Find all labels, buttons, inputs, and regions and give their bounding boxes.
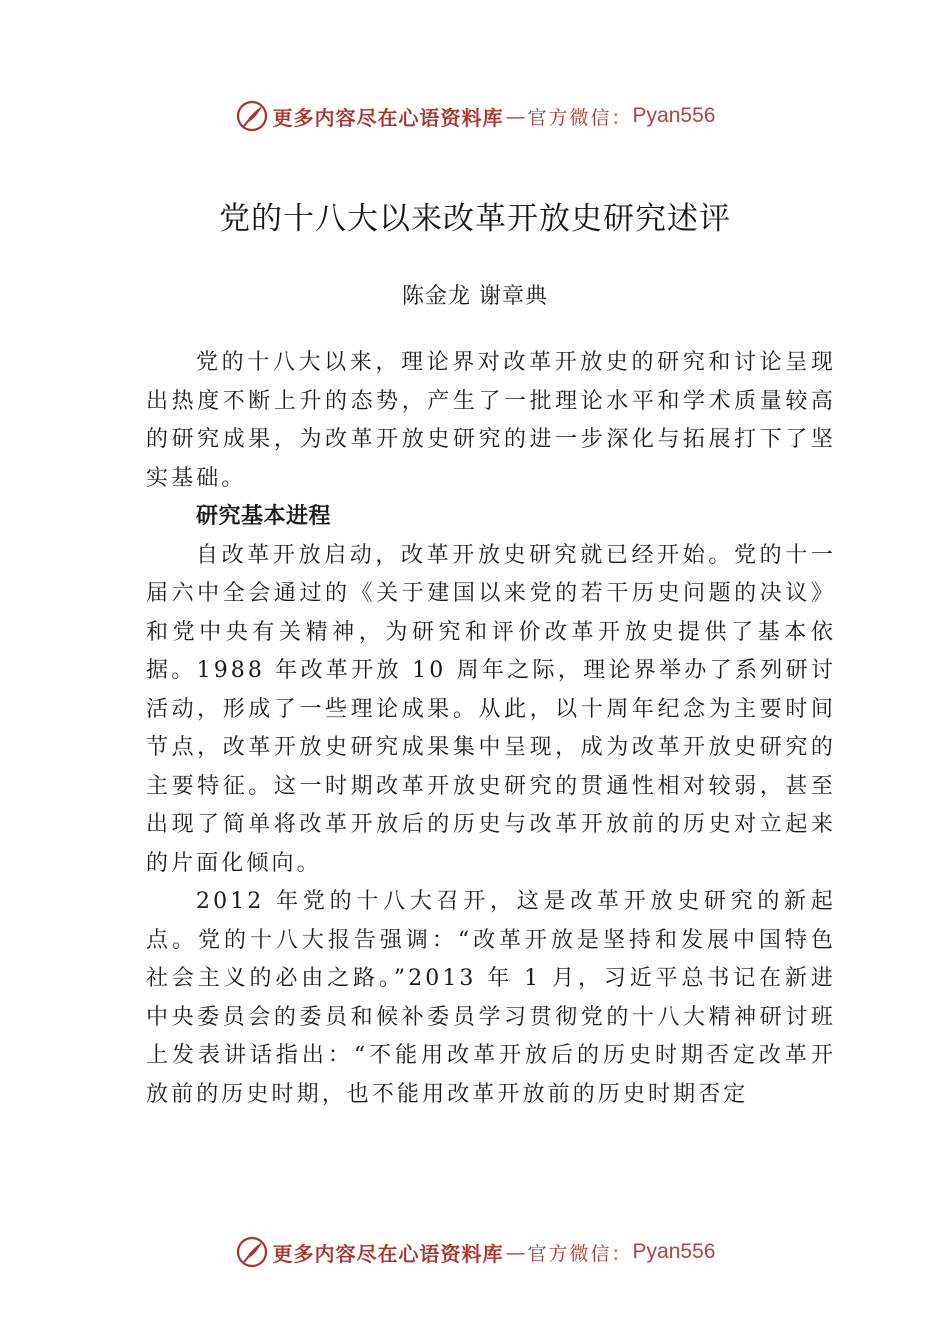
banner-wechat-id: Pyan556 bbox=[632, 1240, 716, 1263]
banner-brand-text: 更多内容尽在心语资料库 bbox=[272, 105, 504, 130]
banner-wechat-label: 官方微信： bbox=[527, 106, 633, 129]
banner-dash: — bbox=[505, 1240, 526, 1264]
section-heading: 研究基本进程 bbox=[196, 504, 332, 529]
body-paragraph-1: 自改革开放启动，改革开放史研究就已经开始。党的十一届六中全会通过的《关于建国以来党的若干历史问题的决议》和党中央有关精神，为研究和评价改革开放史提供了基本依据。1988 年改革开放 10 周年之际，理论界举办了系列研讨活动，形成了一些理论成果。从此，以十周年纪念为主要时间节点，改革开放史研究成果集中呈现，成为改革开放史研究的主要特征。这一时期改革开放史研究的贯通性相对较弱，甚至出现了简单将改革开放后的历史与改革开放前的历史对立起来的片面化倾向。 bbox=[146, 542, 836, 876]
body-paragraph-2: 2012 年党的十八大召开，这是改革开放史研究的新起点。党的十八大报告强调：“改革开放是坚持和发展中国特色社会主义的必由之路。”2013 年 1 月，习近平总书记在新进中央委员会的委员和候补委员学习贯彻党的十八大精神研讨班上发表讲话指出：“不能用改革开放后的历史时期否定改革开放前的历史时期，也不能用改革开放前的历史时期否定 bbox=[146, 889, 836, 1107]
banner-wechat-id: Pyan556 bbox=[632, 104, 716, 127]
banner-wechat-label: 官方微信： bbox=[527, 1242, 633, 1265]
quill-logo-icon bbox=[235, 1235, 269, 1269]
banner-dash: — bbox=[505, 104, 526, 128]
document-authors: 陈金龙 谢章典 bbox=[402, 284, 548, 309]
document-title: 党的十八大以来改革开放史研究述评 bbox=[219, 201, 731, 237]
intro-paragraph: 党的十八大以来，理论界对改革开放史的研究和讨论呈现出热度不断上升的态势，产生了一批理论水平和学术质量较高的研究成果，为改革开放史研究的进一步深化与拓展打下了坚实基础。 bbox=[146, 350, 836, 491]
header-watermark-banner bbox=[0, 96, 950, 136]
banner-brand-text: 更多内容尽在心语资料库 bbox=[272, 1241, 504, 1266]
document-body bbox=[146, 344, 836, 1114]
quill-logo-icon bbox=[235, 99, 269, 133]
footer-watermark-banner bbox=[0, 1232, 950, 1272]
